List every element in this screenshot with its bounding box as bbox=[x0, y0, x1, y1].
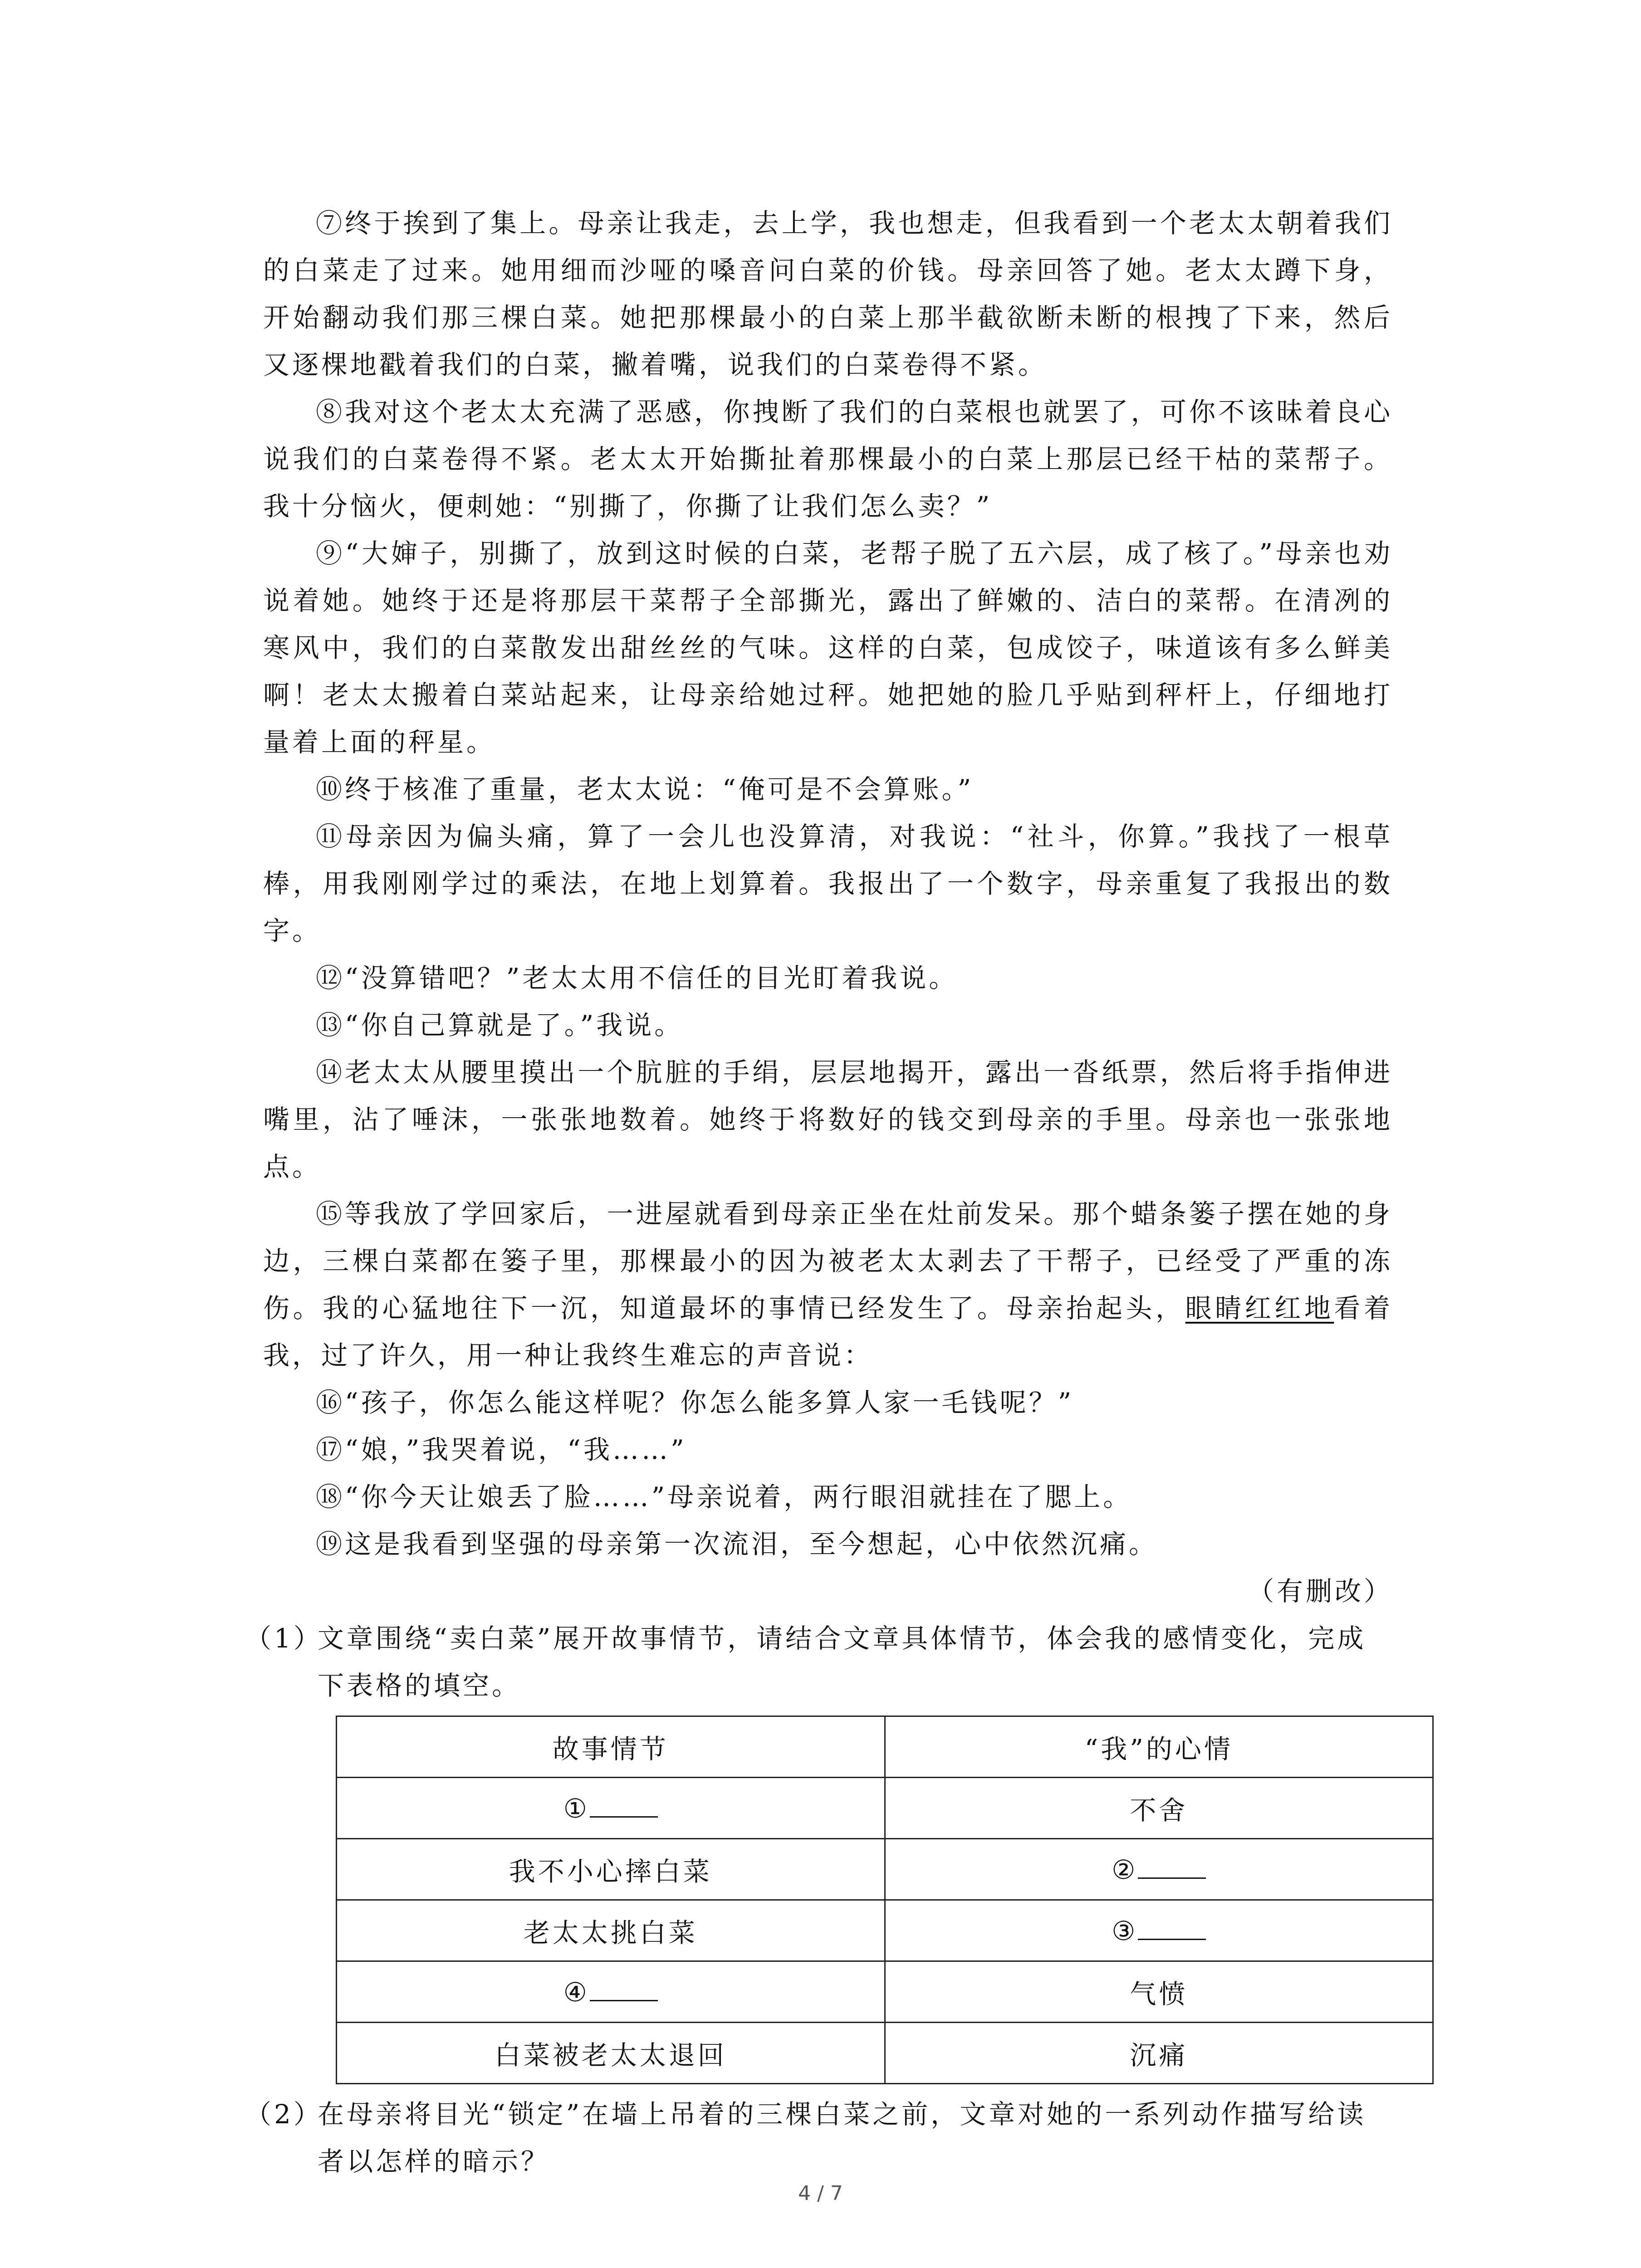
paragraph-7: ⑦终于挨到了集上。母亲让我走，去上学，我也想走，但我看到一个老太太朝着我们的白菜走了过来。她用细而沙哑的嗓音问白菜的价钱。母亲回答了她。老太太蹲下身，开始翻动我们那三棵白菜。她把那棵最小的白菜上那半截欲断未断的根拽了下来，然后又逐棵地戳着我们的白菜，撇着嘴，说我们的白菜卷得不紧。 bbox=[263, 208, 1393, 380]
underlined-phrase: 眼睛红红地 bbox=[1185, 1293, 1334, 1324]
paragraph-19: ⑲这是我看到坚强的母亲第一次流泪，至今想起，心中依然沉痛。 bbox=[316, 1529, 1158, 1559]
paragraph-13: ⑬“你自己算就是了。”我说。 bbox=[316, 1010, 684, 1041]
plot-cell: 白菜被老太太退回 bbox=[337, 2023, 885, 2084]
question-2 bbox=[245, 2091, 1393, 2185]
question-2-text: 在母亲将目光“锁定”在墙上吊着的三棵白菜之前，文章对她的一系列动作描写给读者以怎样的暗示？ bbox=[318, 2099, 1367, 2177]
header-plot: 故事情节 bbox=[337, 1716, 885, 1778]
paragraph-16: ⑯“孩子，你怎么能这样呢？你怎么能多算人家一毛钱呢？” bbox=[316, 1387, 1074, 1418]
mood-cell[interactable]: ② bbox=[885, 1839, 1433, 1900]
paragraph-15-after: 看着我，过了许久，用一种让我终生难忘的声音说： bbox=[263, 1293, 1393, 1371]
mood-cell: 沉痛 bbox=[885, 2023, 1433, 2084]
paragraph-10: ⑩终于核准了重量，老太太说：“俺可是不会算账。” bbox=[316, 774, 974, 805]
fill-in-table bbox=[336, 1716, 1434, 2084]
answer-blank[interactable] bbox=[1138, 1915, 1206, 1940]
page-number: 4 / 7 bbox=[798, 2182, 843, 2205]
table-header-row bbox=[337, 1716, 1433, 1778]
table-row bbox=[337, 1839, 1433, 1900]
table-row bbox=[337, 1900, 1433, 1961]
plot-cell: 我不小心摔白菜 bbox=[337, 1839, 885, 1900]
paragraph-8: ⑧我对这个老太太充满了恶感，你拽断了我们的白菜根也就罢了，可你不该昧着良心说我们的白菜卷得不紧。老太太开始撕扯着那棵最小的白菜上那层已经干枯的菜帮子。我十分恼火，便刺她：“别撕了，你撕了让我们怎么卖？” bbox=[263, 396, 1393, 522]
paragraph-15 bbox=[263, 1190, 1393, 1379]
plot-cell[interactable]: ① bbox=[337, 1778, 885, 1839]
plot-cell[interactable]: ④ bbox=[337, 1961, 885, 2023]
table-row bbox=[337, 1961, 1433, 2023]
question-2-number: （2） bbox=[245, 2099, 323, 2130]
mood-cell: 不舍 bbox=[885, 1778, 1433, 1839]
mood-cell: 气愤 bbox=[885, 1961, 1433, 2023]
answer-blank[interactable] bbox=[590, 1976, 658, 2001]
question-1 bbox=[245, 1615, 1393, 1709]
question-1-number: （1） bbox=[245, 1623, 323, 1654]
plot-cell: 老太太挑白菜 bbox=[337, 1900, 885, 1961]
table-row bbox=[337, 1778, 1433, 1839]
paragraph-17: ⑰“娘，”我哭着说，“我……” bbox=[316, 1434, 687, 1465]
paragraph-15-before: ⑮等我放了学回家后，一进屋就看到母亲正坐在灶前发呆。那个蜡条篓子摆在她的身边，三棵白菜都在篓子里，那棵最小的因为被老太太剥去了干帮子，已经受了严重的冻伤。我的心猛地往下一沉，知道最坏的事情已经发生了。母亲抬起头， bbox=[263, 1198, 1393, 1324]
table-row bbox=[337, 2023, 1433, 2084]
answer-blank[interactable] bbox=[1138, 1854, 1206, 1879]
paragraph-9: ⑨“大婶子，别撕了，放到这时候的白菜，老帮子脱了五六层，成了核了。”母亲也劝说着她。她终于还是将那层干菜帮子全部撕光，露出了鲜嫩的、洁白的菜帮。在清冽的寒风中，我们的白菜散发出甜丝丝的气味。这样的白菜，包成饺子，味道该有多么鲜美啊！老太太搬着白菜站起来，让母亲给她过秤。她把她的脸几乎贴到秤杆上，仔细地打量着上面的秤星。 bbox=[263, 538, 1393, 758]
paragraph-18: ⑱“你今天让娘丢了脸……”母亲说着，两行眼泪就挂在了腮上。 bbox=[316, 1481, 1132, 1512]
answer-blank[interactable] bbox=[590, 1793, 658, 1818]
paragraph-14: ⑭老太太从腰里摸出一个肮脏的手绢，层层地揭开，露出一沓纸票，然后将手指伸进嘴里，沾了唾沫，一张张地数着。她终于将数好的钱交到母亲的手里。母亲也一张张地点。 bbox=[263, 1057, 1393, 1182]
document-content bbox=[245, 200, 1393, 2185]
header-mood: “我”的心情 bbox=[885, 1716, 1433, 1778]
source-note: （有删改） bbox=[1247, 1576, 1393, 1607]
paragraph-11: ⑪母亲因为偏头痛，算了一会儿也没算清，对我说：“社斗，你算。”我找了一根草棒，用我刚刚学过的乘法，在地上划算着。我报出了一个数字，母亲重复了我报出的数字。 bbox=[263, 821, 1393, 946]
mood-cell[interactable]: ③ bbox=[885, 1900, 1433, 1961]
paragraph-12: ⑫“没算错吧？”老太太用不信任的目光盯着我说。 bbox=[316, 963, 958, 993]
question-1-text: 文章围绕“卖白菜”展开故事情节，请结合文章具体情节，体会我的感情变化，完成下表格的填空。 bbox=[318, 1623, 1367, 1701]
